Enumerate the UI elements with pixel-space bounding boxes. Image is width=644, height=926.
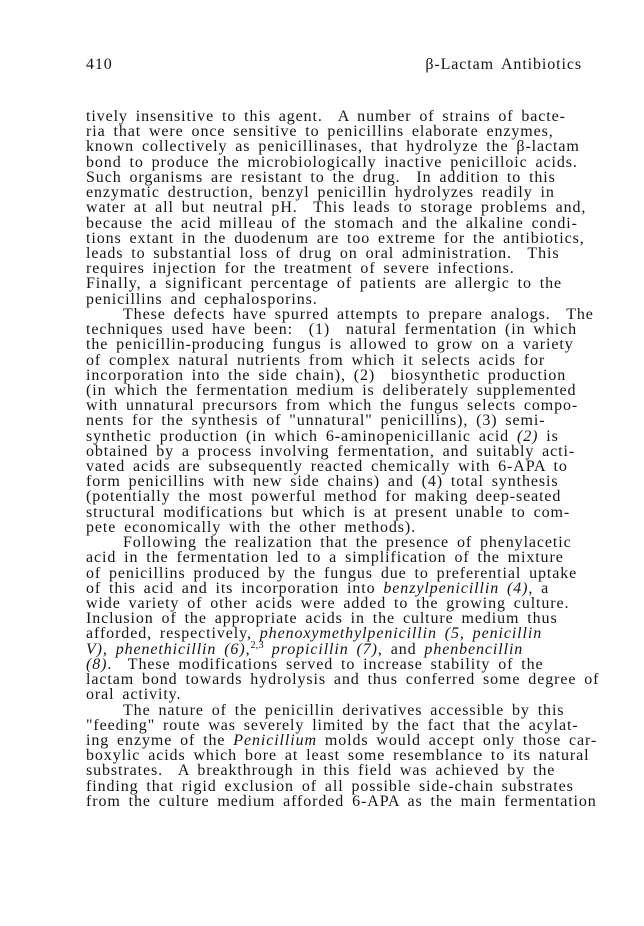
text-line: lactam bond towards hydrolysis and thus conferred some degree of xyxy=(86,671,600,689)
text-line: substrates. A breakthrough in this field was achieved by the xyxy=(86,762,556,780)
text-segment: , xyxy=(245,640,251,658)
italic-text: phenoxymethylpenicillin (5, penicillin xyxy=(259,625,543,643)
text-line: tions extant in the duodenum are too extreme for the antibiotics, xyxy=(86,229,585,247)
text-line: boxylic acids which bore at least some resemblance to its natural xyxy=(86,747,590,765)
text-line: finding that rigid exclusion of all possible side-chain substrates xyxy=(86,777,574,795)
text-line: ria that were once sensitive to penicillins elaborate enzymes, xyxy=(86,123,554,141)
text-line: pete economically with the other methods). xyxy=(86,518,417,536)
text-line: vated acids are subsequently reacted chemically with 6-APA to xyxy=(86,458,568,476)
text-line: (potentially the most powerful method for making deep-seated xyxy=(86,488,562,506)
page-header xyxy=(86,56,582,74)
text-segment: , and xyxy=(377,640,425,658)
text-line: oral activity. xyxy=(86,686,182,704)
italic-text: Penicillium xyxy=(233,731,317,749)
text-segment: , a xyxy=(528,579,550,597)
text-line: acid in the fermentation led to a simplification of the mixture xyxy=(86,549,564,567)
text-line: with unnatural precursors from which the fungus selects compo- xyxy=(86,397,579,415)
text-line xyxy=(86,657,626,672)
italic-text: (8) xyxy=(86,655,108,673)
italic-text: phenethicillin (6) xyxy=(115,640,246,658)
text-line: structural modifications but which is at present unable to com- xyxy=(86,503,571,521)
text-line xyxy=(86,639,626,658)
paragraph xyxy=(86,307,626,535)
text-segment: molds would accept only those car- xyxy=(316,731,598,749)
text-line: wide variety of other acids were added to the growing culture. xyxy=(86,595,570,612)
text-line: bond to produce the microbiologically inactive penicilloic acids. xyxy=(86,153,578,171)
text-segment: ing enzyme of the xyxy=(86,731,234,749)
text-line: techniques used have been: (1) natural fermentation (in which xyxy=(86,321,577,339)
text-line: leads to substantial loss of drug on oral administration. This xyxy=(86,244,560,262)
running-title: β-Lactam Antibiotics xyxy=(425,56,582,73)
italic-text: benzylpenicillin (4) xyxy=(383,579,529,597)
paragraph xyxy=(86,109,626,307)
text-segment: , xyxy=(102,640,116,658)
text-segment: synthetic production (in which 6-aminopenicillanic acid xyxy=(86,427,517,445)
text-line: form penicillins with new side chains) and (4) total synthesis xyxy=(86,473,559,491)
text-line xyxy=(86,626,626,641)
text-line: "feeding" route was severely limited by the fact that the acylat- xyxy=(86,716,579,734)
text-segment: afforded, respectively, xyxy=(86,625,260,643)
text-line: enzymatic destruction, benzyl penicillin hydrolyzes readily in xyxy=(86,184,555,202)
reference-superscript: 2,3 xyxy=(250,639,264,651)
text-line: of penicillins produced by the fungus due to preferential uptake xyxy=(86,564,578,582)
text-line: from the culture medium afforded 6-APA as the main fermentation xyxy=(86,792,597,810)
text-line: of complex natural nutrients from which it selects acids for xyxy=(86,351,546,369)
text-line: tively insensitive to this agent. A number of strains of bacte- xyxy=(86,108,566,125)
text-line xyxy=(86,429,626,444)
body-text xyxy=(86,109,626,809)
italic-text: V) xyxy=(86,640,103,658)
page-number: 410 xyxy=(86,56,113,73)
text-line: (in which the fermentation medium is deliberately supplemented xyxy=(86,381,577,399)
text-line: because the acid milleau of the stomach and the alkaline condi- xyxy=(86,214,578,232)
text-segment: of this acid and its incorporation into xyxy=(86,579,384,597)
paragraph xyxy=(86,535,626,702)
text-line: Following the realization that the presence of phenylacetic xyxy=(123,534,572,552)
text-line: The nature of the penicillin derivatives accessible by this xyxy=(123,701,565,719)
italic-text: phenbencillin xyxy=(424,640,524,658)
text-line: requires injection for the treatment of severe infections. xyxy=(86,260,515,278)
text-line: known collectively as penicillinases, that hydrolyze the β-lactam xyxy=(86,138,580,156)
text-line: Inclusion of the appropriate acids in the culture medium thus xyxy=(86,610,558,628)
text-line xyxy=(86,733,626,748)
text-line: the penicillin-producing fungus is allowed to grow on a variety xyxy=(86,336,574,354)
text-line: obtained by a process involving fermentation, and suitably acti- xyxy=(86,442,576,460)
italic-text: propicillin (7) xyxy=(271,640,378,658)
text-line: Such organisms are resistant to the drug. In addition to this xyxy=(86,168,556,186)
paragraph xyxy=(86,703,626,810)
text-line: water at all but neutral pH. This leads to storage problems and, xyxy=(86,199,587,217)
text-line xyxy=(86,581,626,596)
text-line: nents for the synthesis of "unnatural" penicillins), (3) semi- xyxy=(86,412,546,430)
text-line: These defects have spurred attempts to prepare analogs. The xyxy=(123,305,594,323)
text-segment: is xyxy=(538,427,559,445)
text-segment: . These modifications served to increase stability of the xyxy=(107,655,544,673)
italic-text: (2) xyxy=(516,427,539,445)
text-line: penicillins and cephalosporins. xyxy=(86,290,318,308)
text-line: incorporation into the side chain), (2) biosynthetic production xyxy=(86,366,567,384)
text-line: Finally, a significant percentage of patients are allergic to the xyxy=(86,275,563,293)
